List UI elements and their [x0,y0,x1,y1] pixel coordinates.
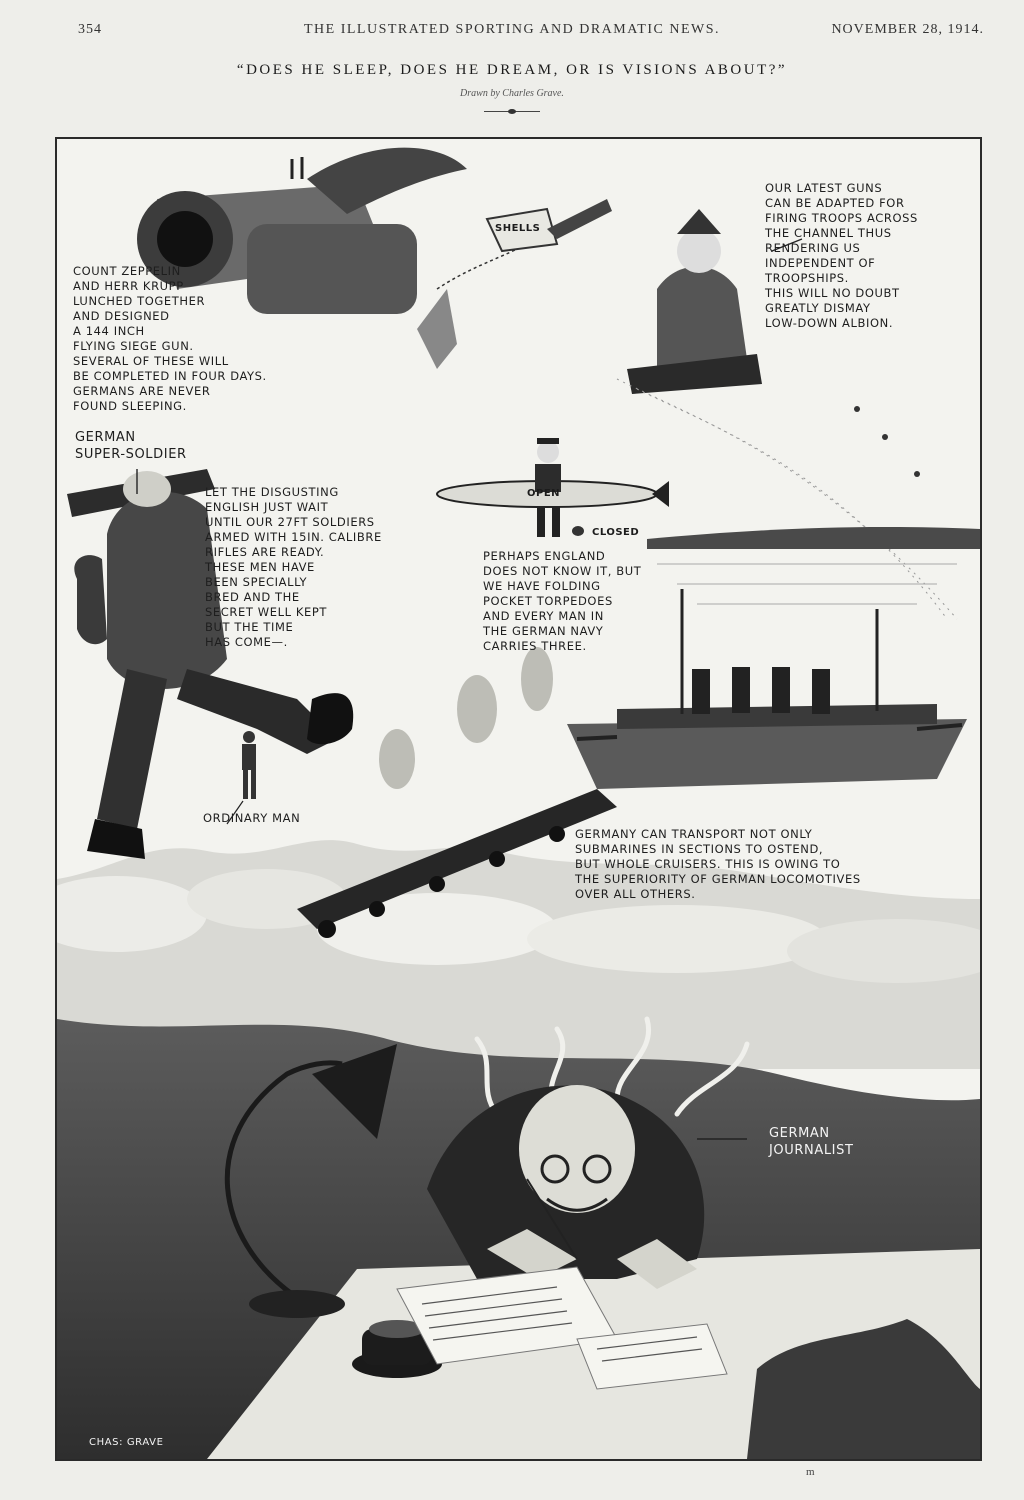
caption-pocket-torpedoes: PERHAPS ENGLAND DOES NOT KNOW IT, BUT WE HAVE FOLDING POCKET TORPEDOES AND EVERY MAN IN THE GERMAN NAVY CARRIES THREE. [483,549,642,653]
page-mark: m [806,1466,815,1478]
cartoon-panel [55,137,982,1461]
caption-ordinary-man: ORDINARY MAN [203,811,301,825]
ornamental-rule [484,111,540,112]
byline: Drawn by Charles Grave. [460,88,564,99]
flying-troops [854,406,920,477]
caption-soldiers: LET THE DISGUSTING ENGLISH JUST WAIT UNTIL OUR 27FT SOLDIERS ARMED WITH 15IN. CALIBRE RIFLES ARE READY. THESE MEN HAVE BEEN SPECIALLY BRED AND THE SECRET WELL KEPT BUT THE TIME HAS COME—. [205,485,382,649]
publication-date: NOVEMBER 28, 1914. [831,22,984,37]
caption-latest-guns: OUR LATEST GUNS CAN BE ADAPTED FOR FIRING TROOPS ACROSS THE CHANNEL THUS RENDERING US INDEPENDENT OF TROOPSHIPS. THIS WILL NO DOUBT GREATLY DISMAY LOW-DOWN ALBION. [765,181,918,330]
caption-super-soldier: GERMAN SUPER-SOLDIER [75,430,187,462]
publication-title: THE ILLUSTRATED SPORTING AND DRAMATIC NEWS. [304,22,720,37]
artist-signature: CHAS: GRAVE [89,1437,164,1448]
cartoon-title: “DOES HE SLEEP, DOES HE DREAM, OR IS VISIONS ABOUT?” [236,62,788,78]
closed-label: CLOSED [592,527,640,538]
caption-flying-siege-gun: COUNT ZEPPELIN AND HERR KRUPP LUNCHED TOGETHER AND DESIGNED A 144 INCH FLYING SIEGE GUN. SEVERAL OF THESE WILL BE COMPLETED IN FOUR DAYS. GERMANS ARE NEVER FOUND SLEEPING. [73,264,267,413]
shells-carrier [437,199,612,289]
caption-transport: GERMANY CAN TRANSPORT NOT ONLY SUBMARINES IN SECTIONS TO OSTEND, BUT WHOLE CRUISERS. THIS IS OWING TO THE SUPERIORITY OF GERMAN LOCOMOTIVES OVER ALL OTHERS. [575,827,861,901]
shells-label: SHELLS [495,223,541,234]
open-label: OPEN [527,488,561,499]
channel-sea [647,527,980,604]
page-number: 354 [78,22,102,37]
caption-german-journalist: GERMAN JOURNALIST [769,1126,854,1158]
